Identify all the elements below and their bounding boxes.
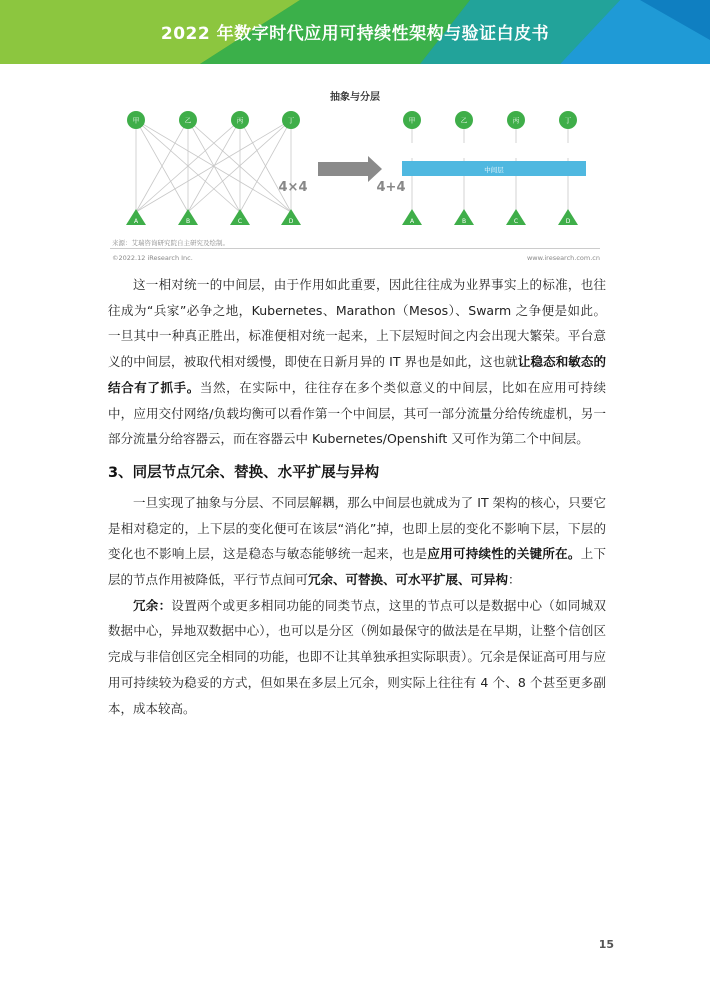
page-header [0, 0, 710, 64]
top-node-right-label: 丙 [512, 116, 520, 125]
p1-text-a: 这一相对统一的中间层，由于作用如此重要，因此往往成为业界事实上的标准，也往往成为“兵家”必争之地，Kubernetes、Marathon（Mesos）、Swarm 之争便是如此。一旦其中一种真正胜出，标准便相对统一起来，上下层短时间之内会出现大繁荣。平台意义的中间层，被取代相对缓慢，即使在日新月异的 IT 界也是如此，这也就 [108, 277, 606, 370]
top-node-left-label: 甲 [132, 116, 140, 125]
p1-text-c: 当然，在实际中，往往存在多个类似意义的中间层，比如在应用可持续中，应用交付网络/负载均衡可以看作第一个中间层，其可一部分流量分给传统虚机，另一部分流量分给容器云，而在容器云中 Kubernetes/Openshift 又可作为第二个中间层。 [108, 379, 606, 447]
figure-website: www.iresearch.com.cn [526, 254, 600, 262]
bottom-node-left-label: A [133, 218, 139, 225]
figure-source: 来源：艾瑞咨询研究院自主研究及绘制。 [112, 239, 229, 247]
header-title: 2022 年数字时代应用可持续性架构与验证白皮书 [160, 24, 550, 44]
paragraph-2 [108, 490, 606, 593]
top-node-left-label: 丙 [236, 116, 244, 125]
top-node-right-label: 丁 [564, 116, 572, 125]
top-node-left-label: 丁 [287, 116, 295, 125]
main-content [108, 272, 606, 721]
middle-layer-label: 中间层 [484, 166, 504, 174]
bottom-node-left-label: B [185, 218, 191, 225]
bottom-node-right-label: C [513, 218, 519, 225]
bottom-node-left-label: D [288, 218, 294, 225]
p2-text-a: 一旦实现了抽象与分层、不同层解耦，那么中间层也就成为了 IT 架构的核心，只要它是相对稳定的，上下层的变化便可在该层“消化”掉，也即上层的变化不影响下层，下层的变化也不影响上层，这是稳态与敏态能够统一起来，也是 [108, 494, 606, 562]
p3-text: 设置两个或更多相同功能的同类节点，这里的节点可以是数据中心（如同城双数据中心，异地双数据中心），也可以是分区（例如最保守的做法是在早期，让整个信创区完成与非信创区完全相同的功能，也即不让其单独承担实际职责）。冗余是保证高可用与应用可持续较为稳妥的方式，但如果在多层上冗余，则实际上往往有 4 个、8 个甚至更多副本，成本较高。 [108, 597, 606, 716]
paragraph-3 [108, 593, 606, 722]
paragraph-1 [108, 272, 606, 452]
bottom-node-left-label: C [237, 218, 243, 225]
bottom-node-right-label: D [565, 218, 571, 225]
transform-arrow [318, 156, 382, 182]
p2-text-c: 上下层的节点作用被降低，平行节点间可 [108, 546, 606, 588]
top-node-right-label: 乙 [460, 116, 468, 125]
right-count: 4+4 [376, 180, 406, 195]
bottom-node-right-label: B [461, 218, 467, 225]
figure-divider [110, 248, 600, 249]
p1-bold: 让稳态和敏态的结合有了抓手。 [108, 354, 606, 395]
figure-title: 抽象与分层 [330, 92, 380, 103]
layering-figure [110, 82, 600, 266]
section-heading: 3、同层节点冗余、替换、水平扩展与异构 [108, 464, 380, 481]
page-number: 15 [598, 938, 614, 951]
top-node-left-label: 乙 [184, 116, 192, 125]
left-count: 4×4 [278, 180, 308, 195]
layering-diagram [110, 100, 600, 250]
figure-copyright: ©2022.12 iResearch Inc. [112, 254, 193, 262]
redundancy-lead: 冗余： [133, 597, 172, 613]
p2-bold-1: 应用可持续性的关键所在。 [427, 546, 581, 562]
p2-bold-2: 冗余、可替换、可水平扩展、可异构 [308, 572, 509, 588]
top-node-right-label: 甲 [408, 116, 416, 125]
p2-text-e: ： [508, 572, 521, 588]
full-mesh-lines [136, 120, 291, 212]
bottom-node-right-label: A [409, 218, 415, 225]
